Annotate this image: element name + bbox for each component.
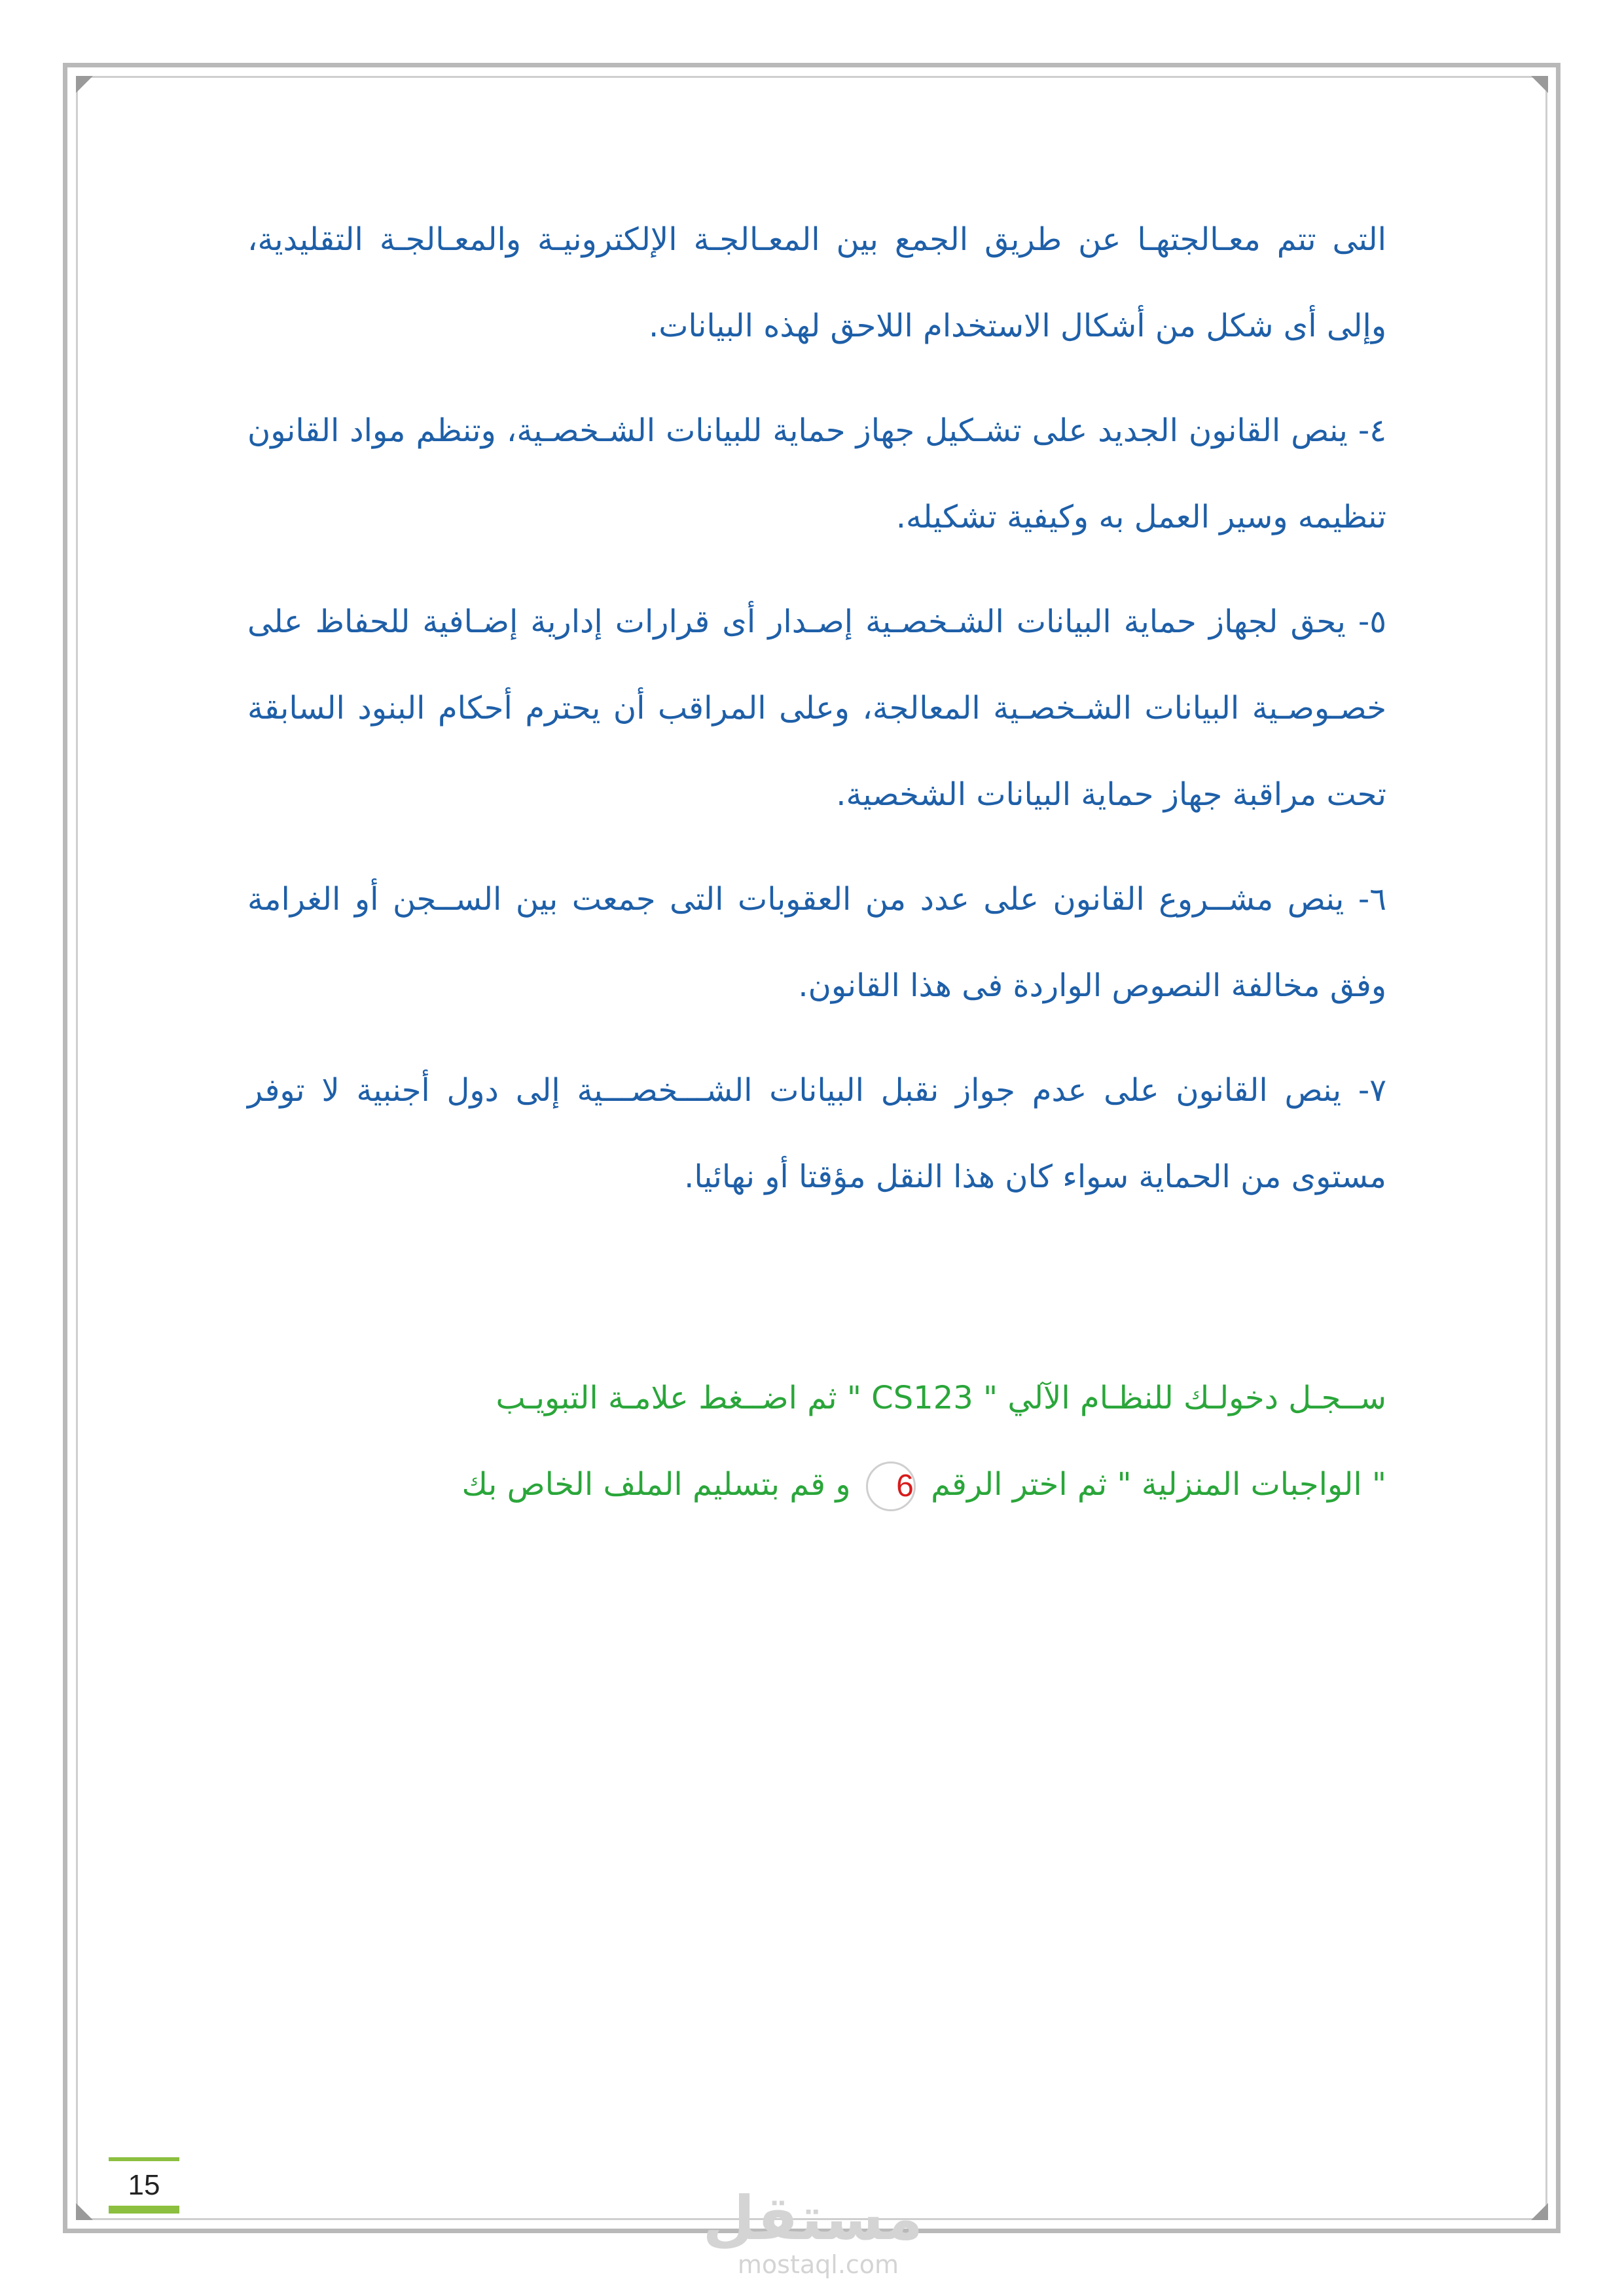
note-line-1: ســجـل دخولـك للنظـام الآلي " CS123 " ثم اضــغط علامـة التبويـب bbox=[496, 1380, 1386, 1416]
page-number-bar-bottom bbox=[109, 2206, 179, 2214]
watermark-main: مستقل bbox=[702, 2183, 923, 2253]
watermark-url: mostaql.com bbox=[737, 2250, 899, 2279]
page-number-box bbox=[109, 2157, 179, 2214]
document-body bbox=[247, 196, 1386, 1238]
paragraph: ٥- يحق لجهاز حماية البيانات الشـخصـية إصـدار أى قرارات إدارية إضـافية للحفاظ على خصـوصـية البيانات الشـخصـية المعالجة، وعلى المراقب أن يحترم أحكام البنود السابقة تحت مراقبة جهاز حماية البيانات الشخصية. bbox=[247, 603, 1386, 813]
page-number: 15 bbox=[128, 2169, 160, 2201]
paragraph: ٧- ينص القانون على عدم جواز نقبل البيانات الشـــخصـــية إلى دول أجنبية لا توفر مستوى من الحماية سواء كان هذا النقل مؤقتا أو نهائيا. bbox=[247, 1072, 1386, 1195]
paragraph: التى تتم معـالجتهـا عن طريق الجمع بين المعـالجـة الإلكترونيـة والمعـالجـة التقليدية، وإلى أى شكل من أشكال الاستخدام اللاحق لهذه البيانات. bbox=[247, 221, 1386, 344]
frame-corner-ornament bbox=[76, 2203, 93, 2220]
frame-corner-ornament bbox=[1531, 2203, 1548, 2220]
note-line-2-start: " الواجبات المنزلية " ثم اختر الرقم bbox=[931, 1466, 1386, 1503]
page-number-bar-top bbox=[109, 2157, 179, 2161]
paragraph: ٦- ينص مشــروع القانون على عدد من العقوبات التى جمعت بين الســجن أو الغرامة وفق مخالفة النصوص الواردة فى هذا القانون. bbox=[247, 881, 1386, 1004]
paragraph: ٤- ينص القانون الجديد على تشـكيل جهاز حماية للبيانات الشـخصـية، وتنظم مواد القانون تنظيمه وسير العمل به وكيفية تشكيله. bbox=[247, 412, 1386, 535]
assignment-number-badge: 6 bbox=[866, 1462, 916, 1511]
note-line-2 bbox=[247, 1441, 1386, 1528]
frame-corner-ornament bbox=[76, 76, 93, 93]
assignment-note bbox=[247, 1355, 1386, 1528]
frame-corner-ornament bbox=[1531, 76, 1548, 93]
watermark-logo bbox=[702, 2183, 923, 2279]
note-line-2-end: و قم بتسليم الملف الخاص بك bbox=[461, 1466, 851, 1503]
